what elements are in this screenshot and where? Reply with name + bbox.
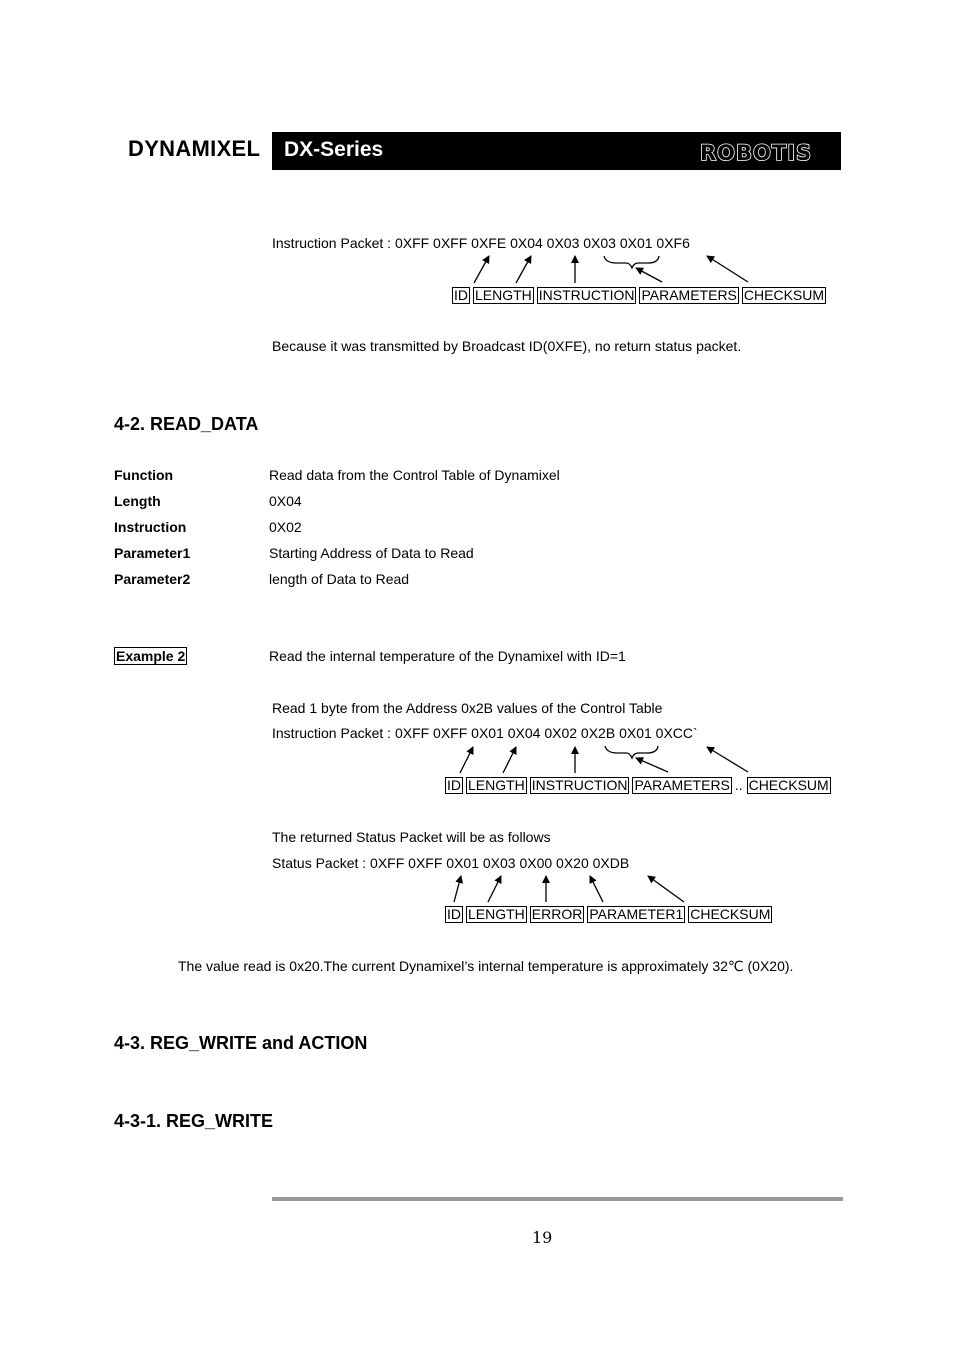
row-value-function: Read data from the Control Table of Dynamixel bbox=[269, 467, 560, 483]
row-label-length: Length bbox=[114, 493, 161, 509]
field-box-id: ID bbox=[447, 906, 461, 922]
arrow-parameters bbox=[636, 268, 662, 282]
brace-parameters bbox=[604, 256, 659, 268]
example2-result: The value read is 0x20.The current Dynamixel’s internal temperature is approximately 32℃ (0X20). bbox=[178, 958, 794, 974]
field-box-id: ID bbox=[454, 287, 468, 303]
arrow-parameter1 bbox=[590, 876, 603, 902]
product-name: DYNAMIXEL bbox=[128, 136, 261, 161]
example2-instruction-line: Instruction Packet : 0XFF 0XFF 0X01 0X04 0X02 0X2B 0X01 0XCC` bbox=[272, 725, 698, 741]
page-number: 19 bbox=[532, 1228, 553, 1247]
example2-label: Example 2 bbox=[116, 648, 186, 664]
example1-note: Because it was transmitted by Broadcast ID(0XFE), no return status packet. bbox=[272, 338, 742, 354]
brand-logo-text: ROBOTIS bbox=[700, 141, 813, 165]
brace-parameters bbox=[605, 746, 658, 758]
example2-status-line: Status Packet : 0XFF 0XFF 0X01 0X03 0X00 0X20 0XDB bbox=[272, 855, 630, 871]
field-box-instruction: INSTRUCTION bbox=[531, 777, 628, 793]
row-value-instruction: 0X02 bbox=[269, 519, 302, 535]
field-box-length: LENGTH bbox=[468, 906, 525, 922]
field-box-parameter1: PARAMETER1 bbox=[589, 906, 684, 922]
row-label-parameter2: Parameter2 bbox=[114, 571, 191, 587]
subsection-title-reg-write: 4-3-1. REG_WRITE bbox=[114, 1111, 274, 1131]
arrow-checksum bbox=[648, 876, 684, 902]
arrow-parameters bbox=[636, 758, 668, 772]
series-title: DX-Series bbox=[284, 138, 384, 161]
row-label-function: Function bbox=[114, 467, 174, 483]
example2-instruction-intro: Read 1 byte from the Address 0x2B values of the Control Table bbox=[272, 700, 663, 716]
arrow-id bbox=[454, 876, 461, 902]
arrow-id bbox=[474, 256, 489, 283]
row-label-instruction: Instruction bbox=[114, 519, 187, 535]
arrow-length bbox=[516, 256, 531, 283]
field-box-checksum: CHECKSUM bbox=[690, 906, 771, 922]
row-value-parameter1: Starting Address of Data to Read bbox=[269, 545, 474, 561]
arrow-length bbox=[488, 876, 501, 902]
field-box-error: ERROR bbox=[531, 906, 583, 922]
arrow-checksum bbox=[707, 747, 748, 772]
row-value-parameter2: length of Data to Read bbox=[269, 571, 410, 587]
arrow-length bbox=[503, 747, 516, 773]
field-box-checksum: CHECKSUM bbox=[748, 777, 829, 793]
field-box-length: LENGTH bbox=[468, 777, 525, 793]
row-value-length: 0X04 bbox=[269, 493, 302, 509]
field-box-parameters: PARAMETERS bbox=[641, 287, 737, 303]
example2-status-intro: The returned Status Packet will be as follows bbox=[272, 829, 551, 845]
field-box-id: ID bbox=[447, 777, 461, 793]
example1-packet-line: Instruction Packet : 0XFF 0XFF 0XFE 0X04 0X03 0X03 0X01 0XF6 bbox=[272, 235, 690, 251]
box-separator: .. bbox=[734, 777, 743, 793]
section-title-reg-write-action: 4-3. REG_WRITE and ACTION bbox=[114, 1033, 368, 1053]
arrow-id bbox=[460, 747, 473, 773]
field-box-length: LENGTH bbox=[475, 287, 532, 303]
row-label-parameter1: Parameter1 bbox=[114, 545, 191, 561]
section-title-read-data: 4-2. READ_DATA bbox=[114, 414, 259, 434]
example2-description: Read the internal temperature of the Dynamixel with ID=1 bbox=[269, 648, 626, 664]
field-box-parameters: PARAMETERS bbox=[634, 777, 730, 793]
arrow-checksum bbox=[707, 256, 748, 282]
field-box-checksum: CHECKSUM bbox=[743, 287, 825, 303]
field-box-instruction: INSTRUCTION bbox=[538, 287, 635, 303]
